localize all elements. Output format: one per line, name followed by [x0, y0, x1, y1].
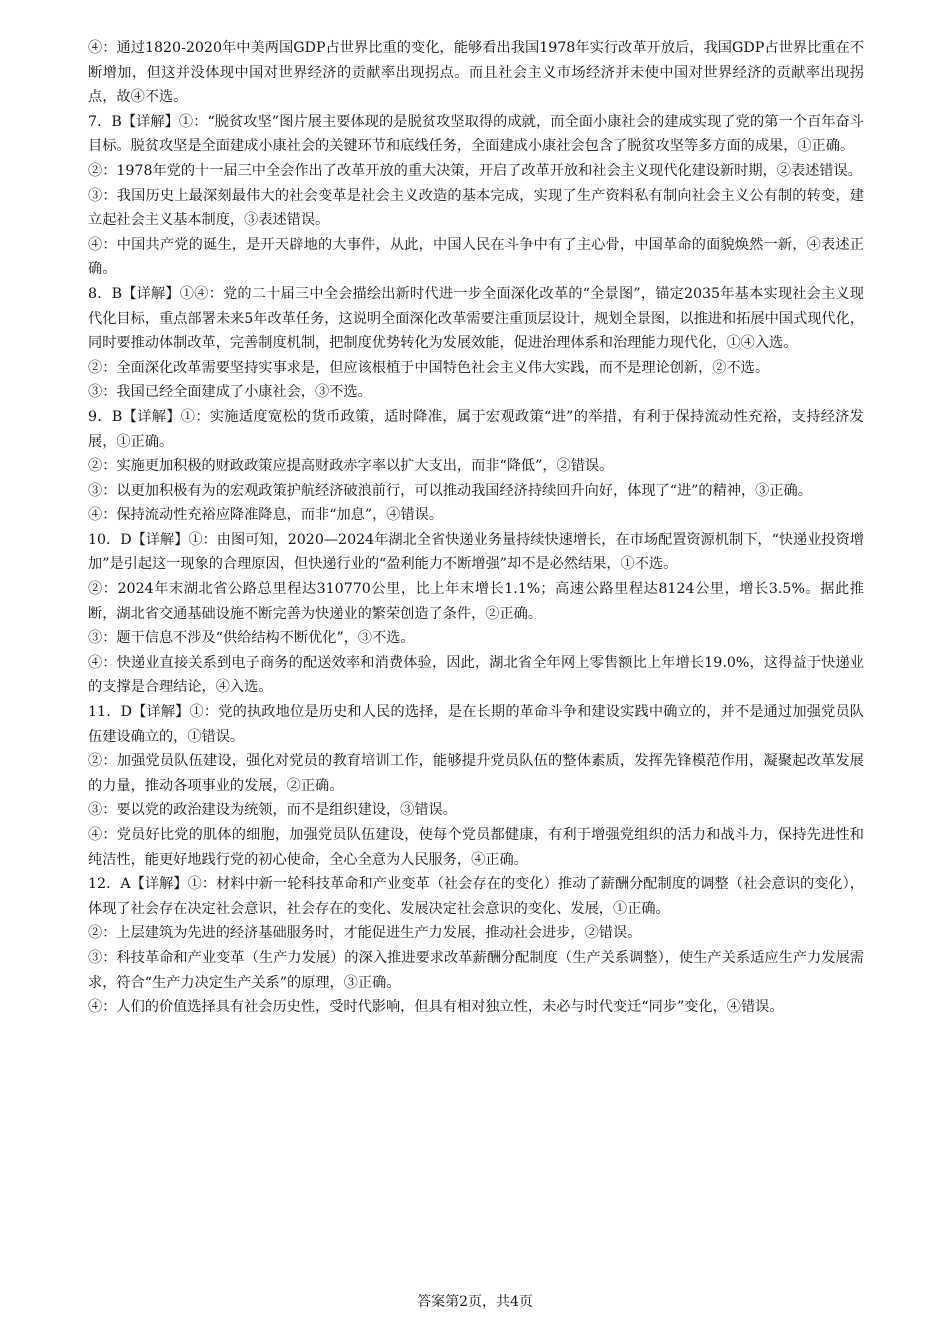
answer-page-body — [88, 36, 864, 1020]
paragraph-q10-answer: 10．D【详解】①：由图可知，2020—2024年湖北全省快递业务量持续快速增长，在市场配置资源机制下，“快递业投资增加”是引起这一现象的合理原因，但快递行业的“盈利能力不断增强”却不是必然结果，①不选。 — [88, 531, 864, 573]
paragraph-q10-option2: ②：2024年末湖北省公路总里程达310770公里，比上年末增长1.1%；高速公路里程达8124公里，增长3.5%。据此推断，湖北省交通基础设施不断完善为快递业的繁荣创造了条件，②正确。 — [88, 581, 864, 622]
paragraph-q9-answer: 9．B【详解】①：实施适度宽松的货币政策，适时降准，属于宏观政策“进”的举措，有利于保持流动性充裕，支持经济发展，①正确。 — [88, 408, 864, 450]
paragraph-q11-option2: ②：加强党员队伍建设，强化对党员的教育培训工作，能够提升党员队伍的整体素质，发挥先锋模范作用，凝聚起改革发展的力量，推动各项事业的发展，②正确。 — [88, 753, 864, 794]
paragraph-q9-option2: ②：实施更加积极的财政政策应提高财政赤字率以扩大支出，而非“降低”，②错误。 — [88, 458, 614, 475]
paragraph-q10-option4: ④：快递业直接关系到电子商务的配送效率和消费体验，因此，湖北省全年网上零售额比上年增长19.0%，这得益于快递业的支撑是合理结论，④入选。 — [88, 654, 864, 696]
paragraph-q9-option4: ④：保持流动性充裕应降准降息，而非“加息”，④错误。 — [88, 507, 444, 524]
paragraph-q6-option4: ④：通过1820-2020年中美两国GDP占世界比重的变化，能够看出我国1978年实行改革开放后，我国GDP占世界比重在不断增加，但这并没体现中国对世界经济的贡献率出现拐点。而且社会主义市场经济并未使中国对世界经济的贡献率出现拐点，故④不选。 — [88, 40, 864, 106]
paragraph-q7-answer: 7．B【详解】①：“脱贫攻坚”图片展主要体现的是脱贫攻坚取得的成就，而全面小康社会的建成实现了党的第一个百年奋斗目标。脱贫攻坚是全面建成小康社会的关键环节和底线任务，全面建成小康社会包含了脱贫攻坚等多方面的成果，①正确。 — [88, 113, 864, 155]
paragraph-q12-option4: ④：人们的价值选择具有社会历史性，受时代影响，但具有相对独立性，未必与时代变迁“同步”变化，④错误。 — [88, 999, 784, 1016]
paragraph-q12-option2: ②：上层建筑为先进的经济基础服务时，才能促进生产力发展，推动社会进步，②错误。 — [88, 925, 642, 942]
paragraph-q12-answer: 12．A【详解】①：材料中新一轮科技革命和产业变革（社会存在的变化）推动了薪酬分配制度的调整（社会意识的变化），体现了社会存在决定社会意识，社会存在的变化、发展决定社会意识的变化、发展，①正确。 — [88, 876, 864, 917]
paragraph-q7-option2: ②：1978年党的十一届三中全会作出了改革开放的重大决策，开启了改革开放和社会主义现代化建设新时期，②表述错误。 — [88, 162, 862, 179]
paragraph-q8-answer: 8．B【详解】①④：党的二十届三中全会描绘出新时代进一步全面深化改革的“全景图”，锚定2035年基本实现社会主义现代化目标，重点部署未来5年改革任务，这说明全面深化改革需要注重顶层设计，规划全景图，以推进和拓展中国式现代化，同时要推动体制改革，完善制度机制，把制度优势转化为发展效能，促进治理体系和治理能力现代化，①④入选。 — [88, 285, 864, 352]
paragraph-q10-option3: ③：题干信息不涉及“供给结构不断优化”，③不选。 — [88, 630, 415, 647]
paragraph-q11-option3: ③：要以党的政治建设为统领，而不是组织建设，③错误。 — [88, 802, 457, 819]
paragraph-q11-option4: ④：党员好比党的肌体的细胞，加强党员队伍建设，使每个党员都健康，有利于增强党组织的活力和战斗力，保持先进性和纯洁性，能更好地践行党的初心使命，全心全意为人民服务，④正确。 — [88, 827, 864, 868]
paragraph-q11-answer: 11．D【详解】①：党的执政地位是历史和人民的选择，是在长期的革命斗争和建设实践中确立的，并不是通过加强党员队伍建设确立的，①错误。 — [88, 704, 864, 745]
page-footer: 答案第2页，共4页 — [417, 1294, 533, 1310]
paragraph-q7-option4: ④：中国共产党的诞生，是开天辟地的大事件，从此，中国人民在斗争中有了主心骨，中国革命的面貌焕然一新，④表述正确。 — [88, 236, 864, 278]
paragraph-q9-option3: ③：以更加积极有为的宏观政策护航经济破浪前行，可以推动我国经济持续回升向好，体现了“进”的精神，③正确。 — [88, 482, 812, 499]
paragraph-q8-option2: ②：全面深化改革需要坚持实事求是，但应该根植于中国特色社会主义伟大实践，而不是理论创新，②不选。 — [88, 359, 770, 376]
paragraph-q8-option3: ③：我国已经全面建成了小康社会，③不选。 — [88, 384, 372, 401]
paragraph-q7-option3: ③：我国历史上最深刻最伟大的社会变革是社会主义改造的基本完成，实现了生产资料私有制向社会主义公有制的转变，建立起社会主义基本制度，③表述错误。 — [88, 187, 864, 229]
paragraph-q12-option3: ③：科技革命和产业变革（生产力发展）的深入推进要求改革薪酬分配制度（生产关系调整），使生产关系适应生产力发展需求，符合“生产力决定生产关系”的原理，③正确。 — [88, 949, 864, 991]
